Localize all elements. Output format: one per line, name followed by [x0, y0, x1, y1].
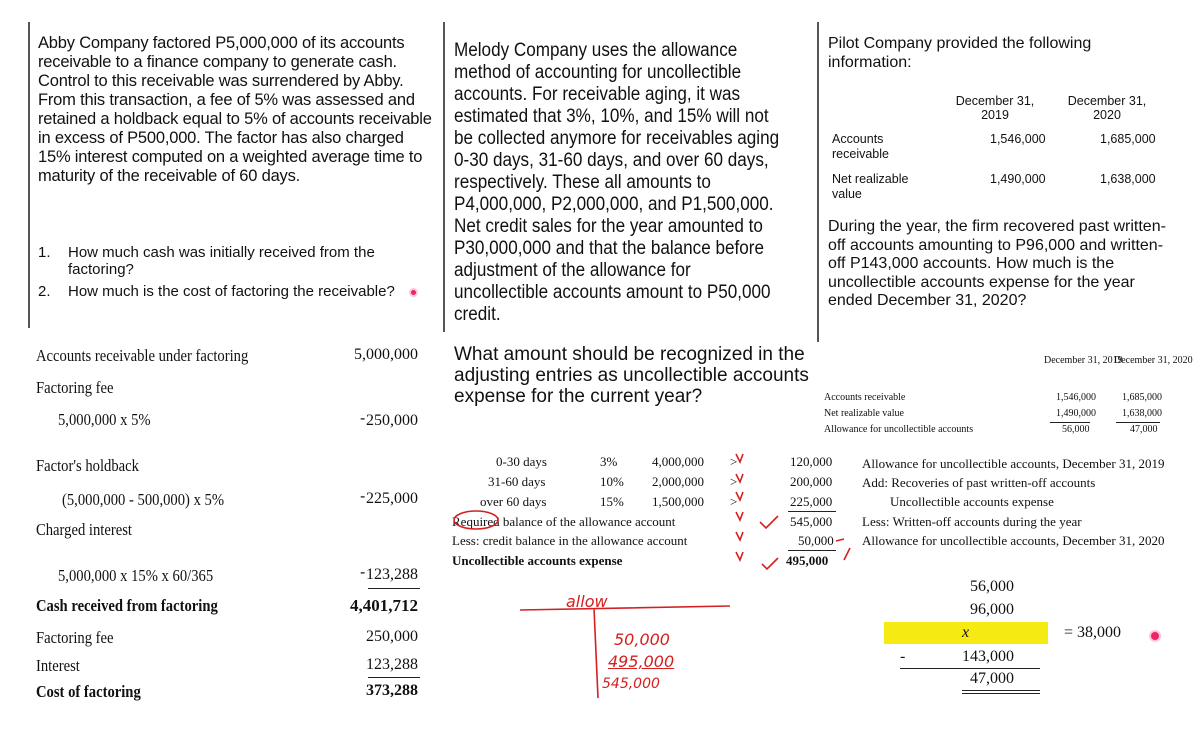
s3-line-1: Allowance for uncollectible accounts, December 31, 2019	[862, 456, 1165, 471]
arrow-1: >	[730, 454, 738, 469]
interest-label: Charged interest	[36, 520, 132, 539]
underline	[1050, 422, 1090, 423]
less-label: Less: credit balance in the allowance account	[452, 533, 688, 548]
hand-title: allow	[566, 592, 608, 611]
cursor-dot-icon	[409, 288, 418, 297]
holdback-label: Factor's holdback	[36, 456, 139, 475]
minus-sign: -	[360, 410, 366, 427]
circle-required-icon	[454, 511, 498, 529]
check-icon	[762, 558, 778, 569]
s3-answer: = 38,000	[1064, 624, 1122, 641]
underline	[900, 668, 1040, 669]
ar-label: Accounts receivable under factoring	[36, 346, 249, 365]
s3-nrv-label: Net realizable value	[824, 408, 904, 419]
required-label: Required balance of the allowance account	[452, 514, 676, 529]
s3-v-x: x	[962, 624, 970, 641]
dash-mark	[836, 539, 844, 541]
fee-value: 250,000	[366, 412, 418, 429]
p3-ar-label: Accounts receivable	[832, 132, 889, 161]
divider-2	[443, 22, 445, 332]
result-2: 200,000	[790, 474, 833, 489]
holdback-value: 225,000	[366, 490, 418, 507]
problem-3-text: During the year, the firm recovered past written-off accounts amounting to P96,000 and written-off P143,000 accounts. How much is the uncollectible accounts expense for the year ended December 31, 2020?	[828, 218, 1166, 309]
amount-2: 2,000,000	[652, 474, 704, 489]
divider-1	[28, 22, 30, 328]
p3-nrv-label: Net realizable value	[832, 172, 909, 201]
hand-value-1: 50,000	[614, 630, 670, 649]
s3-allow-v1: 56,000	[1062, 424, 1090, 435]
interest-calc: 5,000,000 x 15% x 60/365	[58, 566, 214, 585]
fee-label: Factoring fee	[36, 378, 114, 397]
s3-ar-label: Accounts receivable	[824, 392, 906, 403]
s3-line-4: Less: Written-off accounts during the year	[862, 514, 1082, 529]
p3-nrv-v2: 1,638,000	[1100, 172, 1156, 186]
s3-ar-v2: 1,685,000	[1122, 392, 1162, 403]
amount-1: 4,000,000	[652, 454, 704, 469]
rate-2: 10%	[600, 474, 624, 489]
problem-3-intro: Pilot Company provided the following information:	[828, 35, 1092, 71]
cash-label: Cash received from factoring	[36, 596, 218, 615]
p3-col-2: December 31, 2020	[1067, 94, 1147, 122]
underline	[368, 588, 420, 589]
less-value: 50,000	[798, 533, 834, 548]
cost-fee-label: Factoring fee	[36, 628, 114, 647]
cost-int-value: 123,288	[366, 656, 418, 673]
s3-col-1: December 31, 2019	[1044, 355, 1123, 366]
cursor-dot-icon	[1149, 630, 1161, 642]
question-1: 1. How much cash was initially received from the factoring?	[38, 244, 375, 278]
p3-nrv-v1: 1,490,000	[990, 172, 1046, 186]
hand-value-3: 545,000	[602, 676, 660, 692]
problem-1-text: Abby Company factored P5,000,000 of its accounts receivable to a finance company to generate cash. Control to this receivable was surrendered by Abby. From this transaction, a fee of 5% was assessed and retained a holdback equal to 5% of accounts receivable in excess of P500,000. The factor has also charged 15% interest computed on a weighted average time to maturity of the receivable of 60 days.	[38, 34, 432, 185]
arrow-3: >	[730, 494, 738, 509]
result-1: 120,000	[790, 454, 833, 469]
minus-sign: -	[360, 488, 366, 505]
s3-v-end: 47,000	[970, 670, 1014, 687]
bucket-2: 31-60 days	[488, 474, 546, 489]
check-marks-icon	[736, 454, 743, 560]
s3-line-2: Add: Recoveries of past written-off accounts	[862, 475, 1096, 490]
fee-calc: 5,000,000 x 5%	[58, 410, 151, 429]
minus-sign: -	[360, 564, 366, 581]
s3-v-begin: 56,000	[970, 578, 1014, 595]
underline	[962, 690, 1040, 691]
p3-col-1: December 31, 2019	[955, 94, 1035, 122]
expense-value: 495,000	[786, 553, 829, 568]
cash-value: 4,401,712	[350, 596, 418, 615]
hand-value-2: 495,000	[608, 652, 675, 671]
problem-2-text: Melody Company uses the allowance method of accounting for uncollectible accounts. For receivable aging, it was estimated that 3%, 10%, and 15% will not be collected anymore for receivables aging 0-30 days, 31-60 days, and over 60 days, respectively. These all amounts to P4,000,000, P2,000,000, and P1,500,000. Net credit sales for the year amounted to P30,000,000 and that the balance before adjustment of the allowance for uncollectible accounts amount to P50,000 credit.	[454, 40, 780, 325]
cost-fee-value: 250,000	[366, 628, 418, 645]
s3-allow-v2: 47,000	[1130, 424, 1158, 435]
required-value: 545,000	[790, 514, 833, 529]
problem-1-questions	[38, 244, 438, 305]
s3-v-recover: 96,000	[970, 601, 1014, 618]
rate-3: 15%	[600, 494, 624, 509]
cost-value: 373,288	[366, 682, 418, 699]
bucket-3: over 60 days	[480, 494, 547, 509]
underline	[962, 693, 1040, 694]
expense-label: Uncollectible accounts expense	[452, 553, 623, 568]
question-2: 2. How much is the cost of factoring the receivable?	[38, 283, 438, 300]
s3-col-2: December 31, 2020	[1114, 355, 1193, 366]
bucket-1: 0-30 days	[496, 454, 547, 469]
amount-3: 1,500,000	[652, 494, 704, 509]
slash-mark	[844, 548, 850, 560]
interest-value: 123,288	[366, 566, 418, 583]
check-icon	[760, 516, 778, 528]
arrow-2: >	[730, 474, 738, 489]
underline	[1116, 422, 1160, 423]
cost-label: Cost of factoring	[36, 682, 141, 701]
p3-ar-v1: 1,546,000	[990, 132, 1046, 146]
divider-3	[817, 22, 819, 342]
rate-1: 3%	[600, 454, 618, 469]
result-3: 225,000	[790, 494, 833, 509]
s3-nrv-v1: 1,490,000	[1056, 408, 1096, 419]
underline	[368, 677, 420, 678]
ar-value: 5,000,000	[354, 346, 418, 363]
s3-allow-label: Allowance for uncollectible accounts	[824, 424, 974, 435]
holdback-calc: (5,000,000 - 500,000) x 5%	[62, 490, 225, 509]
cost-int-label: Interest	[36, 656, 80, 675]
s3-line-5: Allowance for uncollectible accounts, December 31, 2020	[862, 533, 1165, 548]
s3-minus: -	[900, 648, 906, 665]
s3-nrv-v2: 1,638,000	[1122, 408, 1162, 419]
s3-line-3: Uncollectible accounts expense	[890, 494, 1054, 509]
s3-v-writeoff: 143,000	[962, 648, 1014, 665]
problem-2-question: What amount should be recognized in the adjusting entries as uncollectible accounts expense for the current year?	[454, 344, 809, 407]
s3-ar-v1: 1,546,000	[1056, 392, 1096, 403]
p3-ar-v2: 1,685,000	[1100, 132, 1156, 146]
